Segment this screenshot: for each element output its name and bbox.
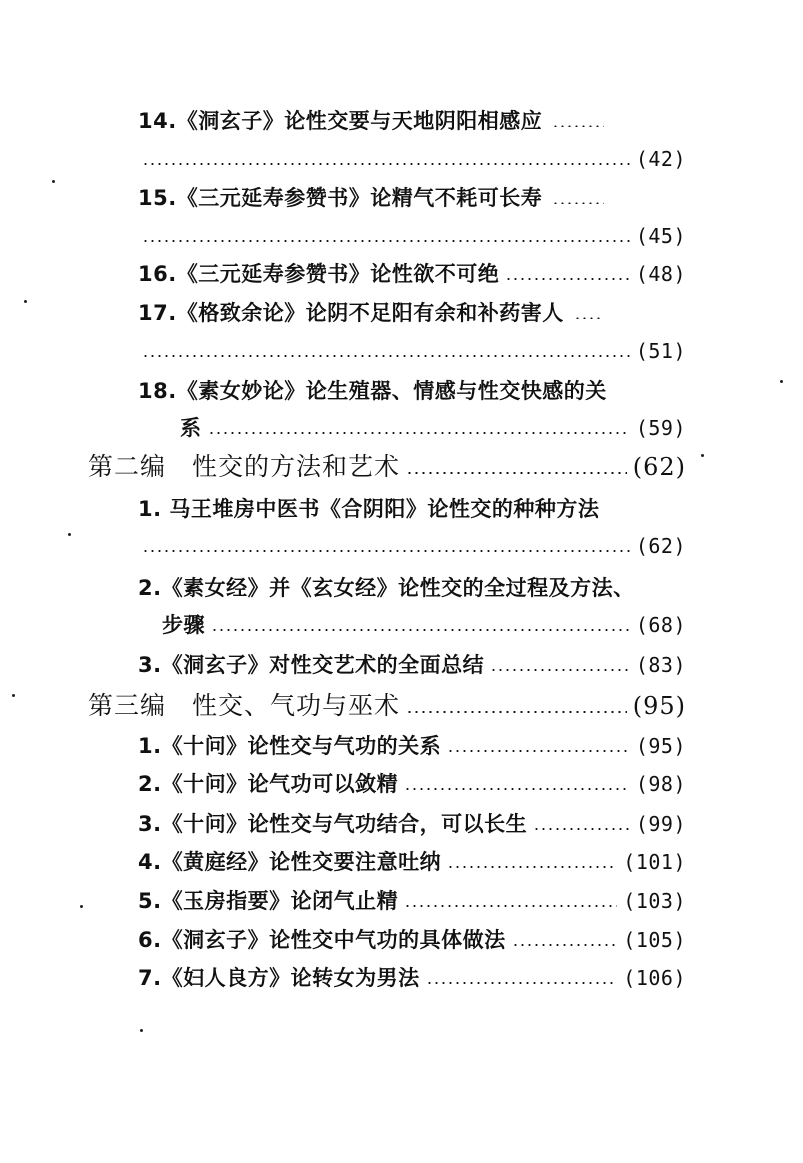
toc-entry-title: 3.《十问》论性交与气功结合，可以长生 [138, 812, 528, 836]
toc-entry-title: 15.《三元延寿参赞书》论精气不耗可长寿 [138, 186, 543, 210]
leader-dots [142, 355, 630, 357]
scan-speck [80, 905, 83, 908]
leader-dots [574, 317, 604, 319]
scan-speck [24, 300, 27, 303]
toc-entry-15-line-2 [142, 218, 686, 254]
page-number: (103) [623, 889, 686, 913]
page-number: (48) [635, 262, 686, 286]
leader-dots [426, 982, 618, 984]
page-number: (83) [635, 653, 686, 677]
toc-entry-s3-1 [138, 728, 686, 764]
toc-entry-title: 4.《黄庭经》论性交要注意吐纳 [138, 850, 442, 874]
toc-entry-s3-6 [138, 922, 686, 958]
page-number: (51) [635, 339, 686, 363]
toc-entry-title: 14.《洞玄子》论性交要与天地阴阳相感应 [138, 109, 543, 133]
toc-entry-14-line-1 [138, 103, 678, 139]
toc-entry-s3-5 [138, 883, 686, 919]
page-number: (42) [635, 147, 686, 171]
toc-entry-title: 2.《十问》论气功可以敛精 [138, 772, 399, 796]
toc-entry-s3-4 [138, 844, 686, 880]
toc-entry-title: 3.《洞玄子》对性交艺术的全面总结 [138, 653, 485, 677]
scan-speck [780, 380, 783, 383]
toc-entry-s2-1-line-2 [142, 528, 686, 564]
leader-dots [404, 905, 617, 907]
page-number: (62) [632, 453, 686, 481]
leader-dots [406, 711, 627, 713]
scan-speck [68, 533, 71, 536]
toc-entry-title: 2.《素女经》并《玄女经》论性交的全过程及方法、 [138, 576, 635, 600]
leader-dots [490, 669, 630, 671]
leader-dots [447, 750, 630, 752]
page-number: (99) [635, 812, 686, 836]
toc-entry-16 [138, 256, 686, 292]
page-number: (62) [635, 534, 686, 558]
toc-entry-18-line-2 [180, 410, 686, 446]
section-heading-3 [88, 688, 686, 724]
toc-entry-title: 18.《素女妙论》论生殖器、情感与性交快感的关 [138, 379, 607, 403]
toc-entry-title: 1. 马王堆房中医书《合阴阳》论性交的种种方法 [138, 497, 600, 521]
toc-entry-18-line-1 [138, 373, 686, 409]
page-number: (101) [623, 850, 686, 874]
section-title: 第三编 性交、气功与巫术 [88, 691, 401, 720]
toc-entry-title: 系 [180, 416, 202, 440]
page-number: (105) [623, 928, 686, 952]
toc-entry-title: 16.《三元延寿参赞书》论性欲不可绝 [138, 262, 500, 286]
toc-entry-s3-2 [138, 766, 686, 802]
scan-speck [52, 180, 55, 183]
leader-dots [512, 944, 618, 946]
leader-dots [404, 788, 630, 790]
leader-dots [142, 240, 630, 242]
page-number: (45) [635, 224, 686, 248]
leader-dots [447, 866, 617, 868]
toc-entry-17-line-1 [138, 295, 678, 331]
toc-entry-s2-3 [138, 647, 686, 683]
leader-dots [406, 472, 627, 474]
toc-entry-title: 17.《格致余论》论阴不足阳有余和补药害人 [138, 301, 564, 325]
toc-entry-s2-2-line-1 [138, 570, 690, 606]
toc-entry-title: 6.《洞玄子》论性交中气功的具体做法 [138, 928, 506, 952]
leader-dots [552, 125, 604, 127]
leader-dots [208, 432, 630, 434]
leader-dots [505, 278, 630, 280]
scan-speck [12, 694, 15, 697]
page-number: (95) [635, 734, 686, 758]
toc-entry-title: 1.《十问》论性交与气功的关系 [138, 734, 442, 758]
toc-entry-s3-3 [138, 806, 686, 842]
page-number: (106) [623, 966, 686, 990]
leader-dots [211, 629, 630, 631]
page-number: (59) [635, 416, 686, 440]
leader-dots [142, 550, 630, 552]
toc-entry-title: 步骤 [162, 613, 205, 637]
section-heading-2 [88, 449, 686, 485]
toc-entry-s3-7 [138, 960, 686, 996]
toc-entry-s2-1-line-1 [138, 491, 686, 527]
toc-entry-15-line-1 [138, 180, 678, 216]
page-number: (68) [635, 613, 686, 637]
section-title: 第二编 性交的方法和艺术 [88, 452, 401, 481]
page-number: (98) [635, 772, 686, 796]
scan-speck [140, 1029, 143, 1032]
toc-entry-s2-2-line-2 [162, 607, 686, 643]
leader-dots [533, 828, 630, 830]
toc-entry-14-line-2 [142, 141, 686, 177]
toc-entry-title: 5.《玉房指要》论闭气止精 [138, 889, 399, 913]
toc-entry-17-line-2 [142, 333, 686, 369]
scan-speck [701, 454, 704, 457]
toc-entry-title: 7.《妇人良方》论转女为男法 [138, 966, 420, 990]
leader-dots [142, 163, 630, 165]
leader-dots [552, 202, 604, 204]
page-number: (95) [632, 692, 686, 720]
